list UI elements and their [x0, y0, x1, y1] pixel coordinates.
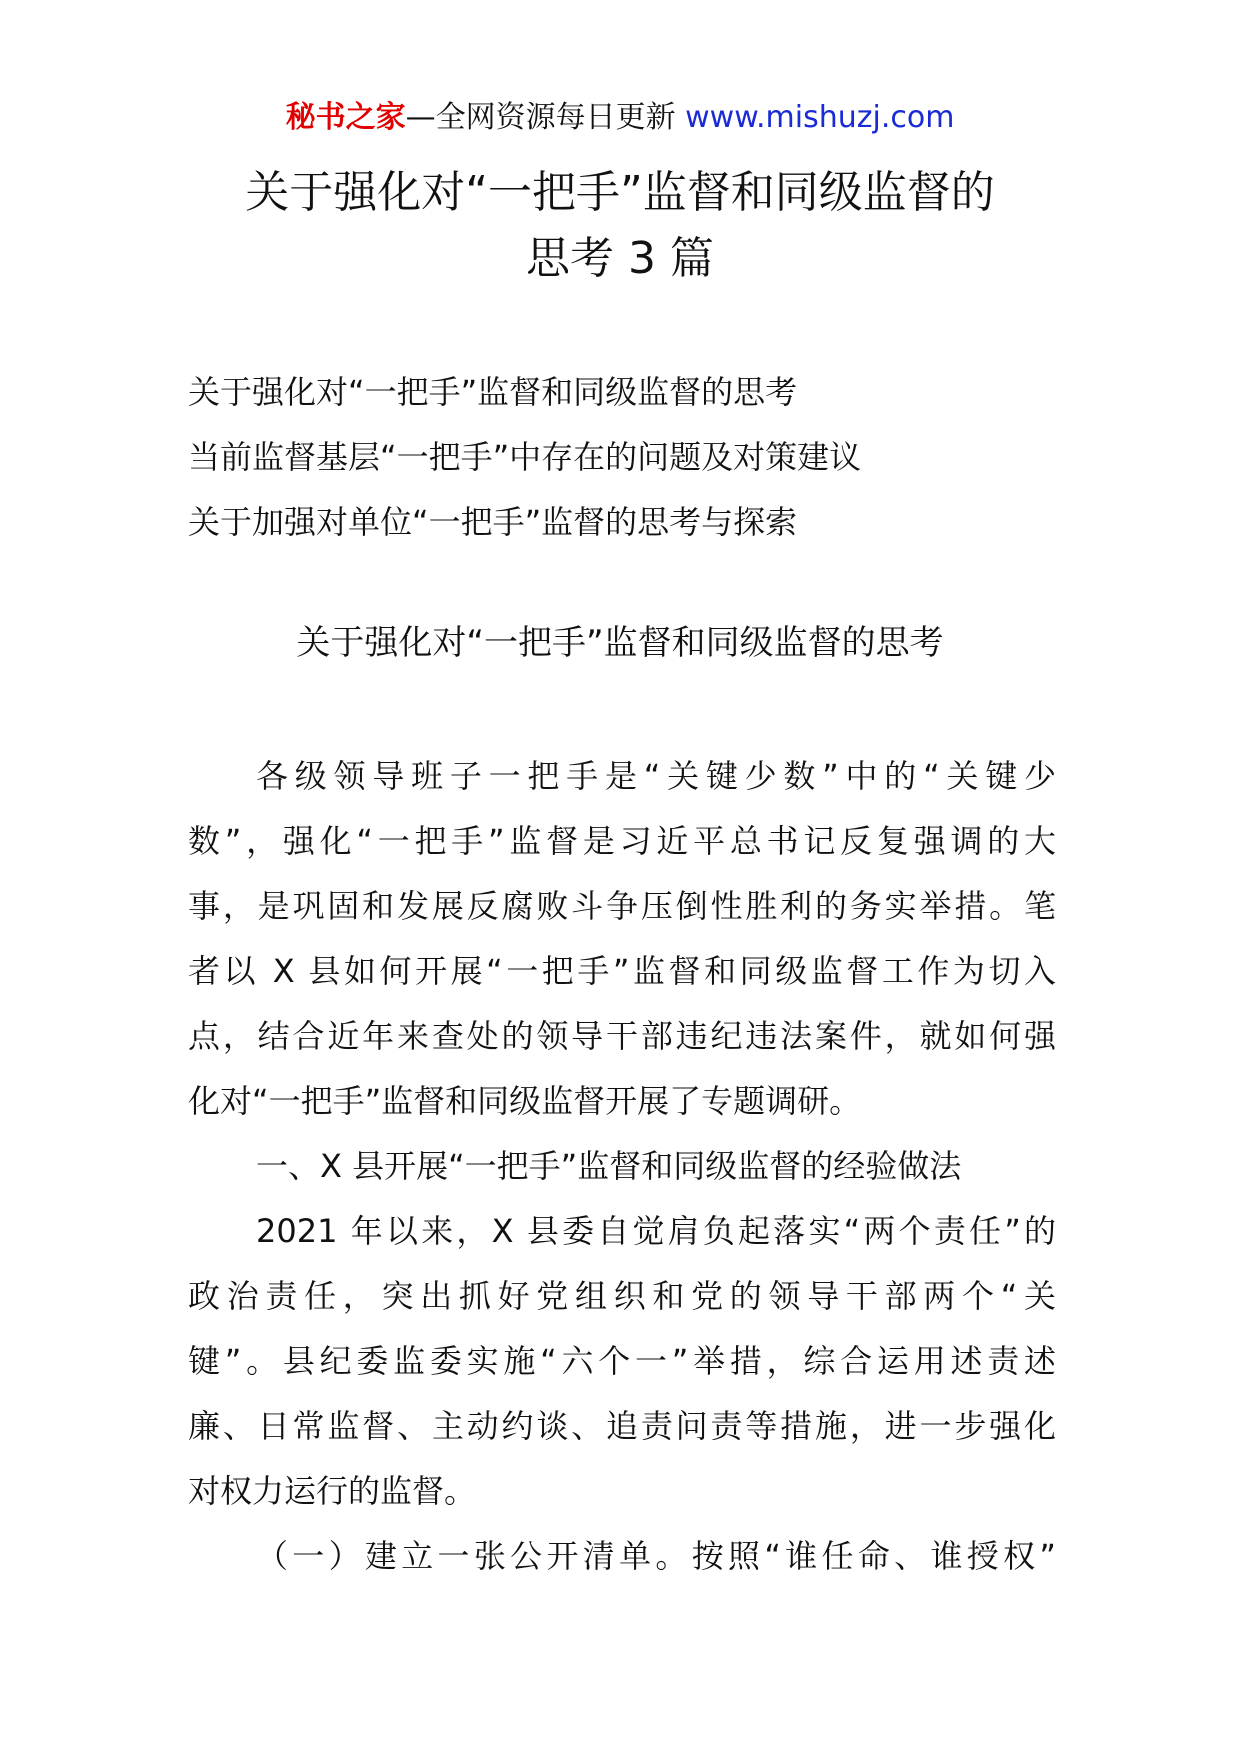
- body-line: 2021 年以来，X 县委自觉肩负起落实“两个责任”的: [256, 1212, 1056, 1250]
- toc-item: 关于强化对“一把手”监督和同级监督的思考: [188, 373, 798, 411]
- body-line: 事，是巩固和发展反腐败斗争压倒性胜利的务实举措。笔: [188, 887, 1056, 925]
- body-line: 化对“一把手”监督和同级监督开展了专题调研。: [188, 1082, 862, 1120]
- body-line: 者以 X 县如何开展“一把手”监督和同级监督工作为切入: [188, 952, 1056, 990]
- document-title-line-1: 关于强化对“一把手”监督和同级监督的: [245, 167, 995, 218]
- toc-item: 当前监督基层“一把手”中存在的问题及对策建议: [188, 438, 862, 476]
- document-title: [150, 160, 1090, 292]
- body-line: 对权力运行的监督。: [188, 1472, 477, 1510]
- body-line: 键”。县纪委监委实施“六个一”举措，综合运用述责述: [188, 1342, 1056, 1380]
- body-line: 廉、日常监督、主动约谈、追责问责等措施，进一步强化: [188, 1407, 1056, 1445]
- site-header: [0, 98, 1240, 138]
- section-heading: 一、X 县开展“一把手”监督和同级监督的经验做法: [256, 1147, 962, 1185]
- header-tagline: —全网资源每日更新: [405, 100, 676, 135]
- body-text: [188, 744, 1056, 1589]
- body-line: 各级领导班子一把手是“关键少数”中的“关键少: [256, 757, 1056, 795]
- body-line: 政治责任，突出抓好党组织和党的领导干部两个“关: [188, 1277, 1056, 1315]
- section-title: 关于强化对“一把手”监督和同级监督的思考: [296, 623, 944, 663]
- site-url-link[interactable]: www.mishuzj.com: [685, 100, 955, 135]
- body-line: （一）建立一张公开清单。按照“谁任命、谁授权”: [256, 1537, 1056, 1575]
- table-of-contents: [188, 360, 1088, 555]
- toc-item: 关于加强对单位“一把手”监督的思考与探索: [188, 503, 798, 541]
- document-title-line-2: 思考 3 篇: [526, 233, 714, 284]
- body-line: 点，结合近年来查处的领导干部违纪违法案件，就如何强: [188, 1017, 1056, 1055]
- brand-name: 秘书之家: [285, 100, 406, 135]
- body-line: 数”，强化“一把手”监督是习近平总书记反复强调的大: [188, 822, 1056, 860]
